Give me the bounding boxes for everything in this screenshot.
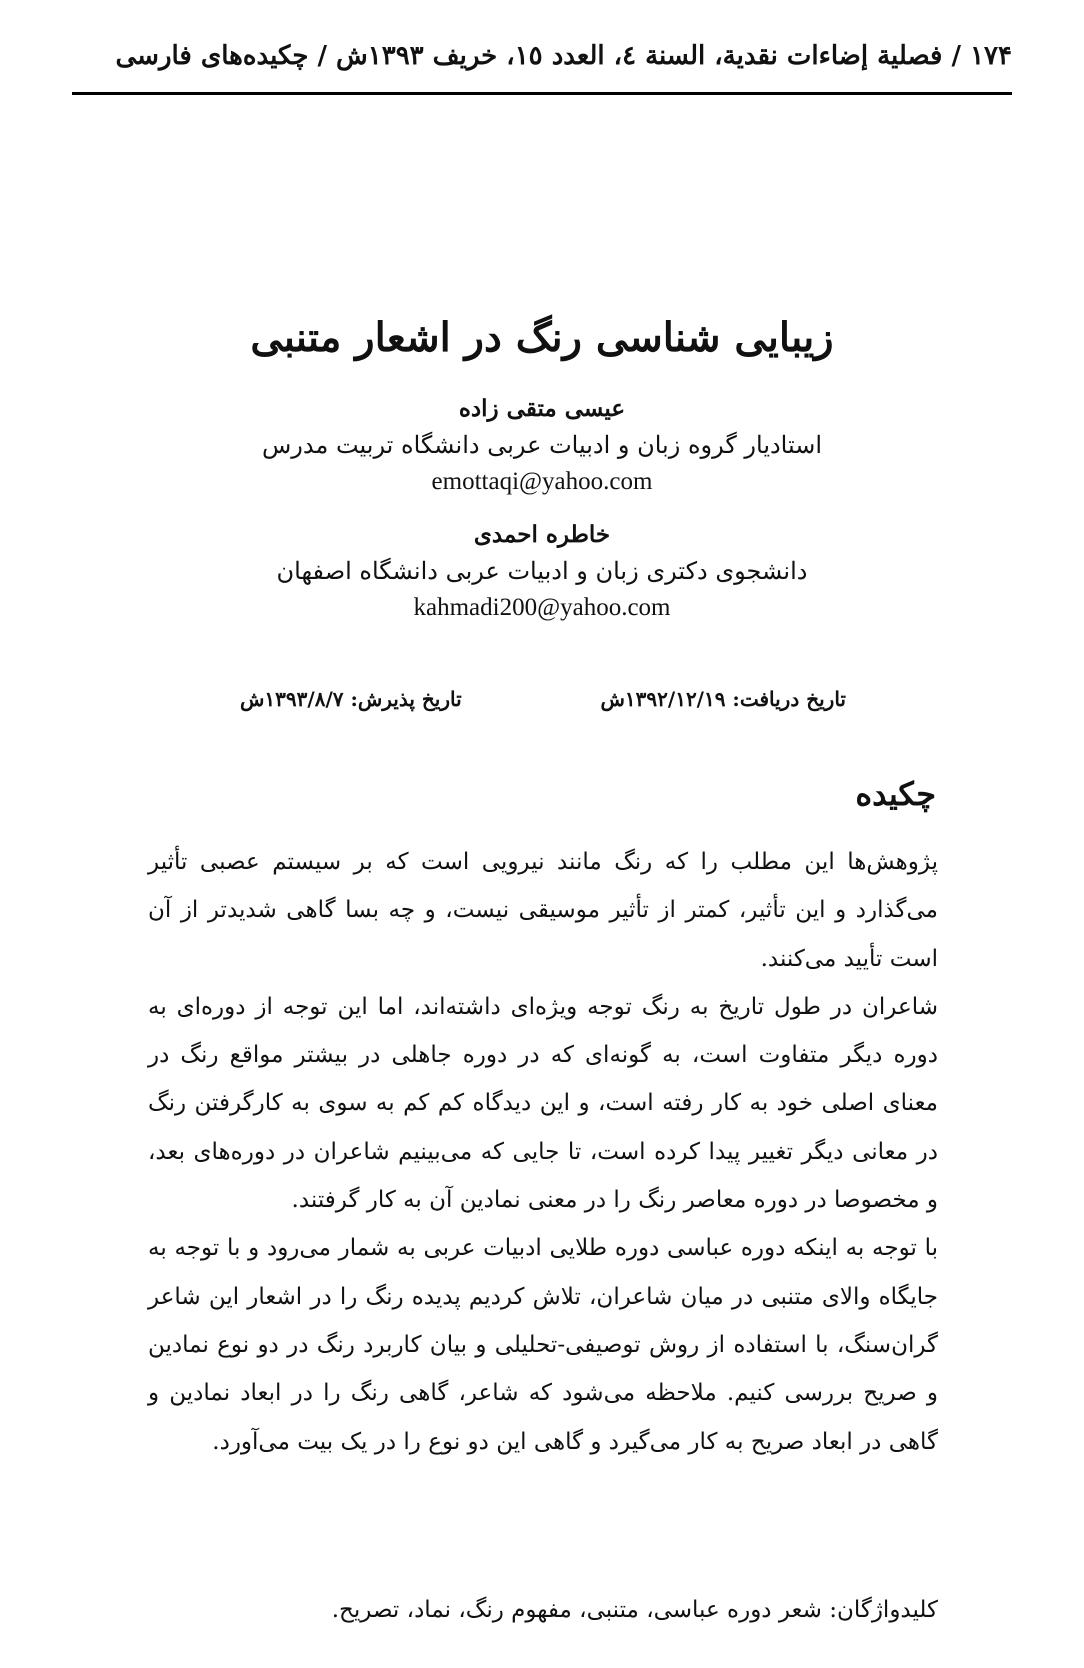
accepted-date: تاریخ پذیرش: ۱۳۹۳/۸/۷ش (240, 687, 462, 711)
author-email: emottaqi@yahoo.com (431, 468, 653, 495)
article-dates (240, 682, 846, 716)
author-block-1 (60, 392, 1024, 500)
author-name: عیسی متقی زاده (458, 395, 626, 422)
author-affiliation: دانشجوی دکتری زبان و ادبیات عربی دانشگاه اصفهان (276, 557, 808, 585)
author-name: خاطره احمدی (473, 521, 611, 548)
abstract-paragraph: شاعران در طول تاریخ به رنگ توجه ویژه‌ای داشته‌اند، اما این توجه از دوره‌ای به دوره دیگر متفاوت است، به گونه‌ای که در دوره جاهلی در بیشتر مواقع رنگ در معنای اصلی خود به کار رفته است، و این دیدگاه کم کم به سوی به کارگرفتن رنگ در معانی دیگر تغییر پیدا کرده است، تا جایی که می‌بینیم شاعران در دوره‌های بعد، و مخصوصا در دوره معاصر رنگ را در معنی نمادین آن به کار گرفتند. (148, 993, 938, 1214)
running-head (72, 38, 1012, 95)
author-block-2 (60, 518, 1024, 626)
keywords: کلیدواژگان: شعر دوره عباسی، متنبی، مفهوم رنگ، نماد، تصریح. (331, 1597, 938, 1623)
author-affiliation: استادیار گروه زبان و ادبیات عربی دانشگاه تربیت مدرس (261, 431, 823, 459)
article-title: زیبایی شناسی رنگ در اشعار متنبی (250, 314, 834, 361)
abstract-body (148, 838, 938, 1466)
author-email: kahmadi200@yahoo.com (413, 594, 671, 621)
abstract-heading: چکیده (855, 775, 936, 813)
abstract-paragraph: با توجه به اینکه دوره عباسی دوره طلایی ادبیات عربی به شمار می‌رود و با توجه به جایگاه والای متنبی در میان شاعران، تلاش کردیم پدیده رنگ را در اشعار این شاعر گران‌سنگ، با استفاده از روش توصیفی-تحلیلی و بیان کاربرد رنگ در دو نوع نمادین و صریح بررسی کنیم. ملاحظه می‌شود که شاعر، گاهی رنگ را در ابعاد نمادین و گاهی در ابعاد صریح به کار می‌گیرد و گاهی این دو نوع را در یک بیت می‌آورد. (148, 1235, 938, 1455)
running-head-text: ۱۷۴ / فصلیة إضاءات نقدیة، السنة ٤، العدد ١٥، خریف ۱۳۹۳ش / چکیده‌های فارسی (115, 41, 1012, 71)
received-date: تاریخ دریافت: ۱۳۹۲/۱۲/۱۹ش (600, 687, 846, 711)
abstract-paragraph: پژوهش‌ها این مطلب را که رنگ مانند نیرویی است که بر سیستم عصبی تأثیر می‌گذارد و این تأثیر، کمتر از تأثیر موسیقی نیست، و چه بسا گاهی شدیدتر از آن است تأیید می‌کنند. (148, 849, 938, 972)
